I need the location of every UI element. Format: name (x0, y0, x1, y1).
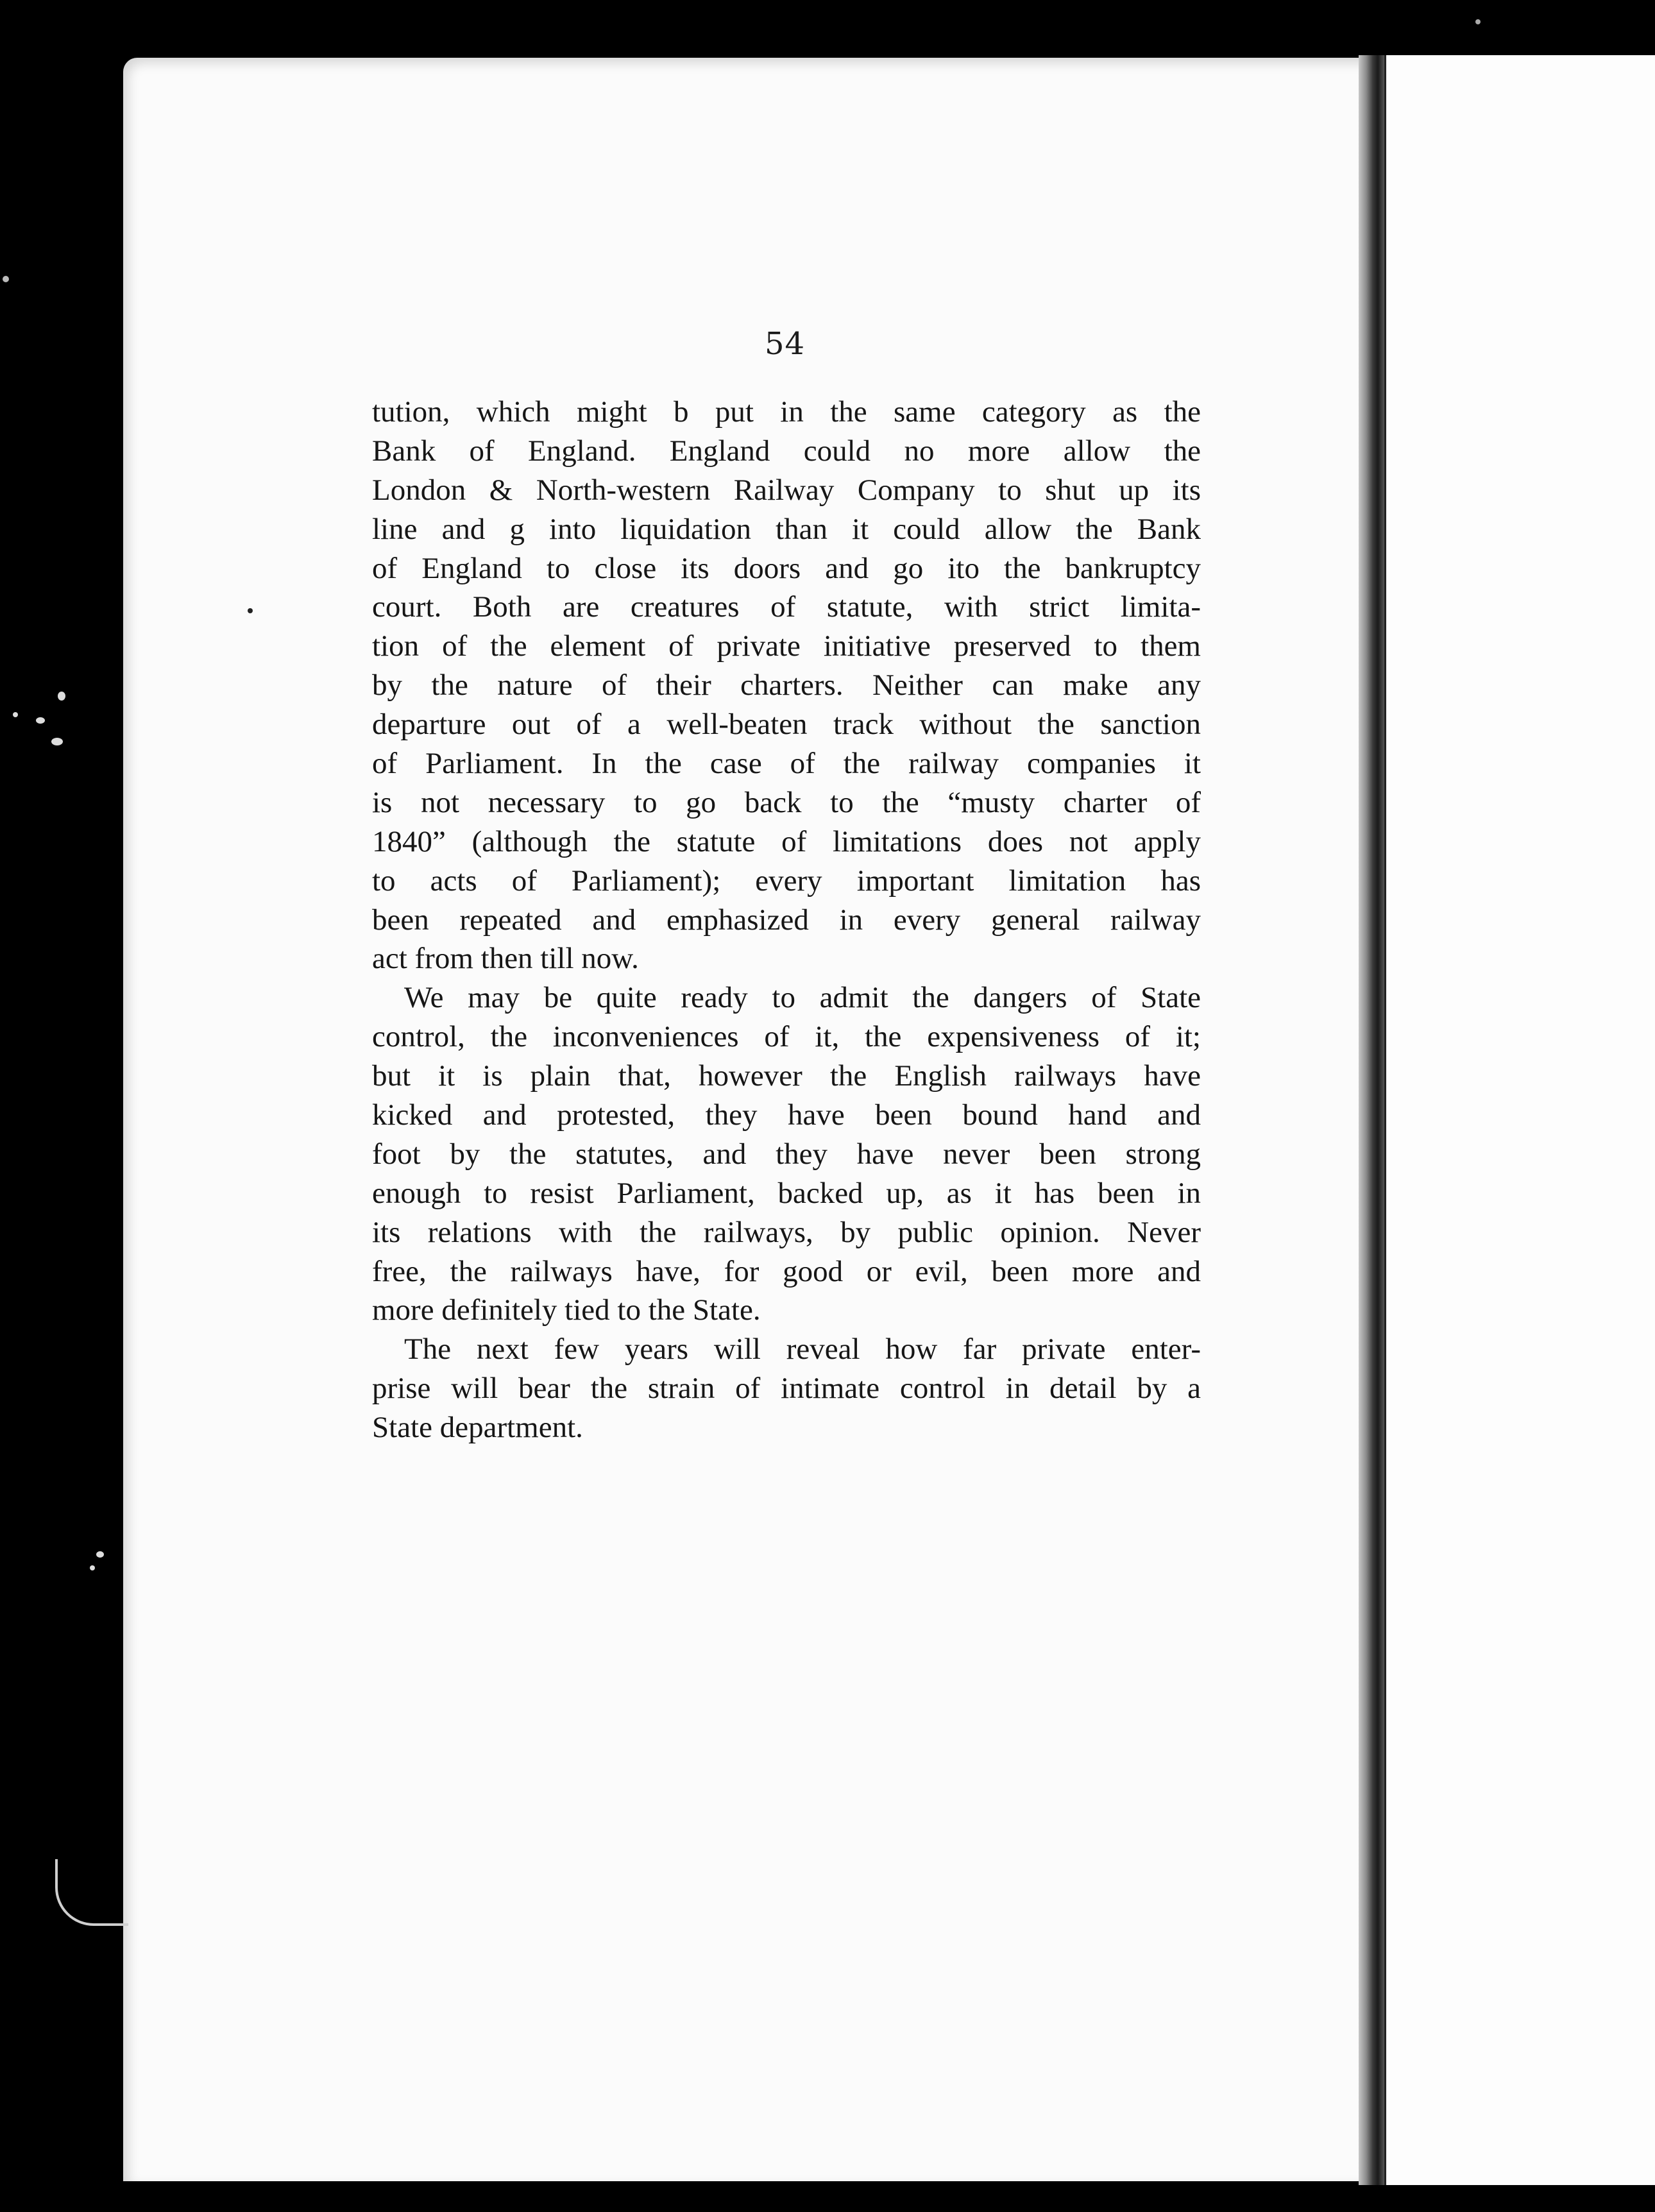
scan-speck (58, 692, 65, 701)
text-line: act from then till now. (372, 942, 639, 976)
text-line: of England to close its doors and go ito the bankruptcy (372, 551, 1201, 585)
text-line: State department. (372, 1411, 583, 1445)
text-line: The next few years will reveal how far private enter- (404, 1332, 1201, 1366)
page-number: 54 (765, 326, 806, 362)
text-line: but it is plain that, however the English railways have (372, 1059, 1201, 1093)
text-line: of Parliament. In the case of the railway companies it (372, 747, 1201, 781)
text-line: Bank of England. England could no more allow the (372, 434, 1201, 468)
scan-speck (96, 1551, 104, 1558)
text-line: 1840” (although the statute of limitations does not apply (372, 824, 1201, 858)
text-line: tution, which might b put in the same category as the (372, 395, 1201, 429)
scan-speck (248, 608, 253, 613)
text-line: court. Both are creatures of statute, with strict limita- (372, 590, 1201, 624)
text-line: tion of the element of private initiative preserved to them (372, 629, 1201, 663)
text-line: control, the inconveniences of it, the expensiveness of it; (372, 1020, 1201, 1054)
scan-speck (51, 738, 63, 745)
scan-speck (90, 1565, 95, 1570)
text-line: enough to resist Parliament, backed up, as it has been in (372, 1176, 1201, 1210)
text-line: its relations with the railways, by public opinion. Never (372, 1215, 1201, 1249)
text-line: We may be quite ready to admit the dangers of State (404, 981, 1201, 1015)
text-line: kicked and protested, they have been bound hand and (372, 1098, 1201, 1132)
text-line: London & North-western Railway Company to shut up its (372, 473, 1201, 507)
text-line: free, the railways have, for good or evil, been more and (372, 1254, 1201, 1288)
text-line: to acts of Parliament); every important limitation has (372, 864, 1201, 898)
text-line: foot by the statutes, and they have never been strong (372, 1137, 1201, 1171)
body-text (372, 393, 1201, 1447)
scan-speck (1475, 19, 1481, 24)
scan-speck (3, 276, 9, 282)
text-line: by the nature of their charters. Neither can make any (372, 668, 1201, 702)
text-line: prise will bear the strain of intimate control in detail by a (372, 1372, 1201, 1406)
scan-speck (36, 717, 45, 724)
text-line: is not necessary to go back to the “musty charter of (372, 785, 1201, 819)
scan-speck (13, 712, 18, 717)
adjacent-page (1384, 55, 1655, 2185)
scan-scratch (55, 1859, 128, 1926)
book-gutter (1359, 55, 1384, 2185)
text-line: been repeated and emphasized in every general railway (372, 903, 1201, 937)
text-line: more definitely tied to the State. (372, 1293, 761, 1327)
text-line: departure out of a well-beaten track without the sanction (372, 708, 1201, 742)
text-line: line and g into liquidation than it could allow the Bank (372, 512, 1201, 546)
